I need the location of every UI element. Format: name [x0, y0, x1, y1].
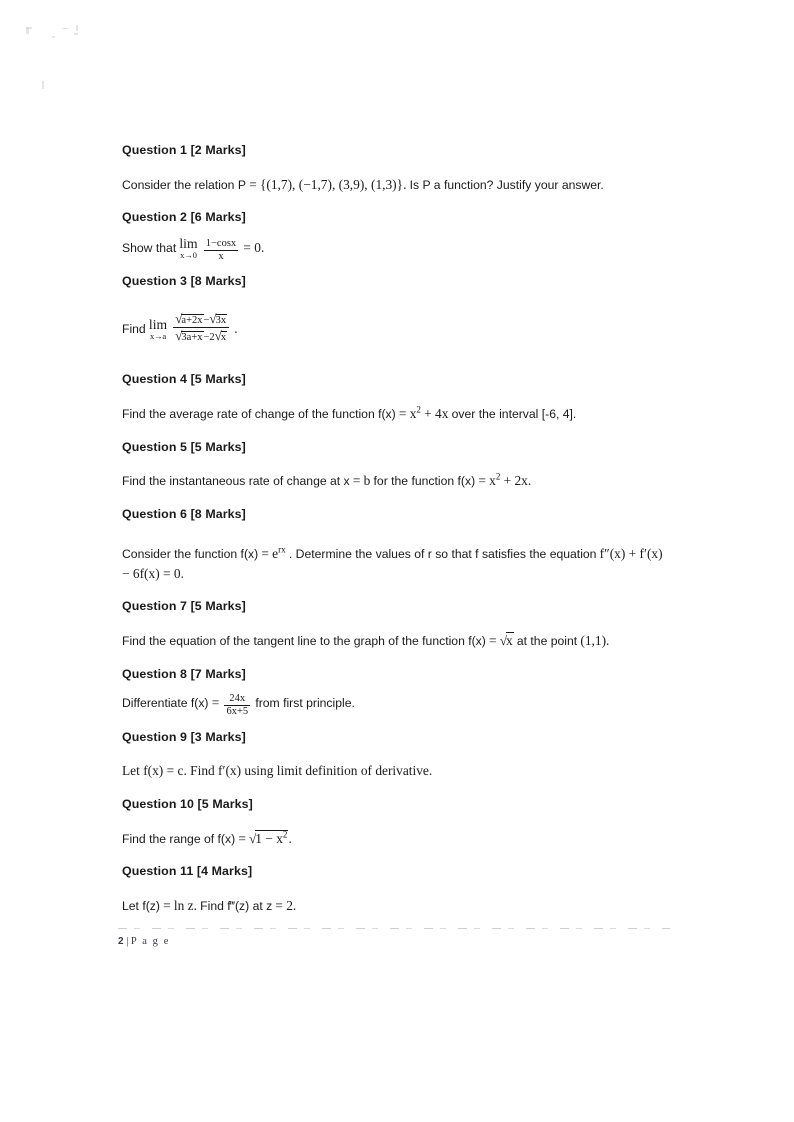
q2-lim-op: lim: [179, 235, 198, 251]
q5-expression: [489, 473, 500, 488]
q4-expression-2: + 4x: [424, 405, 449, 421]
q4-expression: [410, 406, 421, 421]
question-3-heading: Question 3 [8 Marks]: [122, 274, 246, 289]
q8-text-pre: Differentiate f(x): [122, 696, 209, 711]
q9-text: Let f(x) = c. Find f′(x) using limit definition of derivative.: [122, 763, 433, 779]
q8-equals: =: [211, 695, 220, 711]
page-number: 2: [118, 936, 124, 947]
q5-text-pre: Find the instantaneous rate of change at x: [122, 474, 350, 489]
q6-expression: [272, 546, 286, 561]
q2-text-pre: Show that: [122, 240, 177, 255]
q10-text-post: .: [288, 830, 292, 846]
q1-text-post: Is P a function? Justify your answer.: [409, 177, 604, 192]
question-7-heading: Question 7 [5 Marks]: [122, 599, 246, 614]
scan-smudge: [26, 27, 29, 34]
footer-divider: [118, 928, 670, 929]
q7-text-pre: Find the equation of the tangent line to the graph of the function f(x): [122, 633, 486, 648]
q1-set: {(1,7), (−1,7), (3,9), (1,3)}.: [259, 176, 407, 192]
q3-num-radicand-2: 3x: [215, 314, 227, 326]
scan-smudge: [52, 36, 55, 38]
q1-text-pre: Consider the relation P: [122, 177, 246, 192]
q10-radicand: [255, 830, 288, 846]
q5-exponent: 2: [495, 471, 501, 482]
q7-radicand: x: [505, 632, 513, 648]
q5-equals: =: [352, 473, 361, 489]
q6-text-mid: . Determine the values of r so that f satisfies the equation: [288, 547, 597, 562]
q3-den-minus: −2: [203, 331, 215, 343]
question-10-body: [122, 829, 668, 849]
q3-fraction: [173, 312, 229, 345]
q8-fraction: [224, 693, 250, 719]
q4-exponent: 2: [416, 404, 421, 415]
q11-equals-2: =: [275, 897, 283, 913]
q3-num-radical-2: √3x: [209, 310, 227, 326]
q6-text-pre: Consider the function f(x): [122, 547, 259, 562]
q8-text-post: from first principle.: [255, 696, 355, 711]
q2-fraction: [204, 238, 238, 264]
q3-den-radicand-1: 3a+x: [181, 331, 203, 343]
q3-num-radical-1: √a+2x: [175, 310, 203, 326]
q3-text-pre: Find: [122, 321, 146, 336]
q3-num-minus: −: [203, 314, 210, 326]
question-4-heading: Question 4 [5 Marks]: [122, 372, 246, 387]
q5-text-mid: for the function f(x): [373, 474, 476, 489]
q3-den-radical-2: √x: [214, 327, 227, 343]
q7-text-mid: at the point: [516, 633, 578, 648]
q6-equals: =: [261, 546, 269, 562]
q5-base: x: [489, 473, 496, 489]
question-4-body: [122, 404, 668, 424]
q2-denominator: x: [218, 250, 224, 262]
question-3-body: [122, 312, 668, 345]
q11-value: 2.: [286, 897, 297, 913]
q3-limit-operator: [149, 318, 167, 341]
q2-numerator: 1−cosx: [204, 238, 238, 251]
q7-point: (1,1).: [580, 632, 610, 648]
footer-page-label: [118, 936, 670, 947]
q11-function: ln z.: [173, 897, 197, 913]
question-6-body: [122, 544, 668, 583]
q3-numerator: [173, 312, 229, 328]
q11-text-pre: Let f(z): [122, 898, 160, 913]
q11-equals: =: [163, 897, 171, 913]
scan-artifacts: [0, 0, 140, 120]
q6-base: e: [272, 546, 279, 562]
q4-base: x: [409, 405, 417, 421]
footer-page-word: P a g e: [130, 936, 171, 947]
document-body: [122, 143, 668, 916]
question-8-body: [122, 693, 668, 719]
scan-smudge: [26, 27, 32, 29]
question-9-heading: Question 9 [3 Marks]: [122, 729, 246, 744]
q11-text-mid: Find f‴(z) at z: [200, 898, 273, 913]
q4-equals: =: [398, 405, 407, 421]
question-1-body: [122, 175, 668, 195]
q2-limit-operator: [179, 237, 197, 260]
q10-radical: $√1 - x^2$: [249, 829, 288, 846]
question-5-heading: Question 5 [5 Marks]: [122, 439, 246, 454]
scan-smudge: [62, 28, 69, 29]
q10-equals: =: [238, 830, 246, 846]
page-footer: [118, 928, 670, 947]
question-9-body: [122, 761, 668, 781]
q3-den-radicand-2: x: [220, 331, 227, 343]
q5-expression-2: + 2x.: [503, 473, 532, 489]
question-5-body: [122, 471, 668, 491]
q3-text-post: .: [234, 320, 238, 336]
question-11-heading: Question 11 [4 Marks]: [122, 864, 253, 879]
scan-smudge: [74, 33, 78, 35]
question-11-body: [122, 896, 668, 916]
q2-text-post: = 0.: [243, 239, 265, 255]
q3-denominator: [173, 328, 229, 345]
q6-exponent: rx: [278, 544, 286, 555]
q7-radical: √x: [499, 632, 513, 648]
question-8-heading: Question 8 [7 Marks]: [122, 666, 246, 681]
q4-text-pre: Find the average rate of change of the function f(x): [122, 406, 396, 421]
question-2-heading: Question 2 [6 Marks]: [122, 210, 246, 225]
q10-text-pre: Find the range of f(x): [122, 831, 236, 846]
q5-variable: b: [363, 473, 371, 489]
scan-smudge: [76, 25, 78, 31]
q3-lim-subscript: x→a: [149, 331, 167, 342]
question-6-heading: Question 6 [8 Marks]: [122, 506, 246, 521]
q8-denominator: 6x+5: [226, 706, 249, 718]
question-1-heading: Question 1 [2 Marks]: [122, 143, 246, 157]
q7-equals: =: [489, 632, 497, 648]
q3-num-radicand-1: a+2x: [181, 314, 203, 326]
q8-numerator: 24x: [224, 693, 250, 706]
q3-lim-op: lim: [148, 316, 168, 332]
q1-equals: =: [249, 176, 257, 192]
q5-equals-2: =: [478, 473, 486, 489]
q10-exponent: 2: [282, 829, 288, 840]
q10-radicand-text: 1 − x: [255, 830, 283, 846]
q2-lim-subscript: x→0: [180, 249, 197, 260]
footer-separator: |: [126, 936, 129, 947]
q4-text-post: over the interval [-6, 4].: [451, 406, 577, 421]
q6-equation: f″(x) + f′(x) − 6f(x) = 0.: [122, 546, 663, 581]
question-7-body: [122, 631, 668, 651]
question-10-heading: Question 10 [5 Marks]: [122, 797, 253, 811]
question-2-body: [122, 237, 668, 264]
scan-smudge: [42, 81, 44, 89]
q3-den-radical-1: √3a+x: [175, 327, 203, 343]
